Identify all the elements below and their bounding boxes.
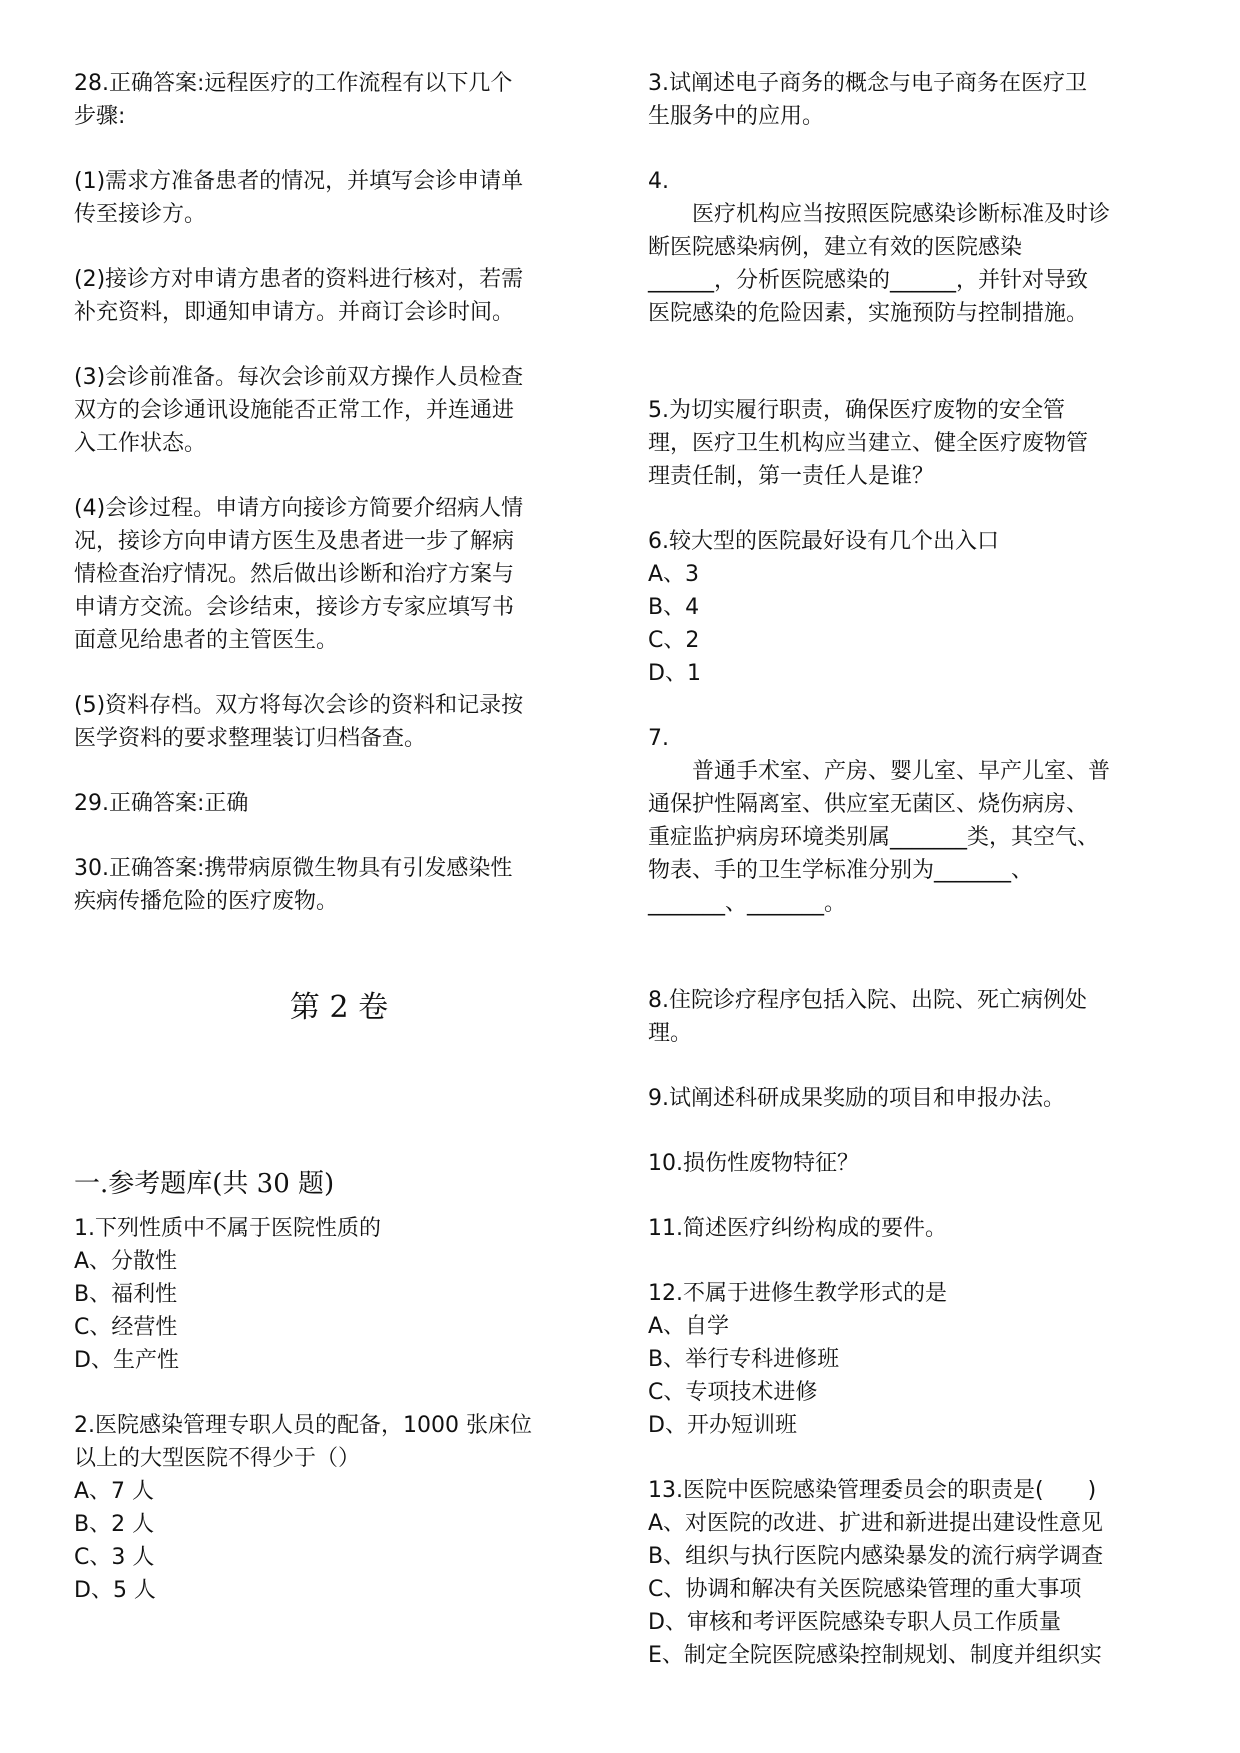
answer-28-step-4	[74, 492, 604, 657]
question-stem: 物表、手的卫生学标准分别为_______、	[648, 858, 1034, 883]
question-stem: 以上的大型医院不得少于（）	[74, 1446, 361, 1471]
text-line: (4)会诊过程。申请方向接诊方简要介绍病人情	[74, 496, 524, 521]
answer-28-step-2	[74, 263, 604, 329]
option-a: A、3	[648, 562, 700, 587]
text-line: 面意见给患者的主管医生。	[74, 628, 339, 653]
question-stem: 9.试阐述科研成果奖励的项目和申报办法。	[648, 1086, 1065, 1111]
answer-28-step-3	[74, 361, 604, 460]
question-stem: 12.不属于进修生教学形式的是	[648, 1281, 947, 1306]
question-stem: _______、_______。	[648, 891, 847, 916]
question-stem: 2.医院感染管理专职人员的配备，1000 张床位	[74, 1413, 532, 1438]
question-6	[648, 525, 1178, 690]
text-line: (2)接诊方对申请方患者的资料进行核对，若需	[74, 267, 524, 292]
answer-28-step-1	[74, 165, 604, 231]
question-9	[648, 1082, 1178, 1115]
question-stem: 理责任制，第一责任人是谁？	[648, 464, 935, 489]
question-stem: ______，分析医院感染的______，并针对导致	[648, 268, 1089, 293]
question-stem: 普通手术室、产房、婴儿室、早产儿室、普	[692, 759, 1111, 784]
text-line: 双方的会诊通讯设施能否正常工作，并连通进	[74, 398, 515, 423]
question-11	[648, 1212, 1178, 1245]
text-line: 申请方交流。会诊结束，接诊方专家应填写书	[74, 595, 515, 620]
text-line: 入工作状态。	[74, 431, 207, 456]
question-number: 4.	[648, 169, 669, 194]
question-stem: 6.较大型的医院最好设有几个出入口	[648, 529, 999, 554]
volume-title: 第 2 卷	[289, 990, 389, 1025]
answer-30	[74, 852, 604, 918]
answer-28	[74, 67, 604, 133]
text-line: 况，接诊方向申请方医生及患者进一步了解病	[74, 529, 515, 554]
question-2	[74, 1409, 604, 1607]
question-stem: 13.医院中医院感染管理委员会的职责是( )	[648, 1478, 1097, 1503]
text-line: 情检查治疗情况。然后做出诊断和治疗方案与	[74, 562, 515, 587]
option-c: C、3 人	[74, 1545, 155, 1570]
question-4	[648, 165, 1178, 330]
question-stem: 理。	[648, 1021, 693, 1046]
option-d: D、审核和考评医院感染专职人员工作质量	[648, 1610, 1061, 1635]
question-13	[648, 1474, 1178, 1672]
text-line: 补充资料，即通知申请方。并商订会诊时间。	[74, 300, 515, 325]
question-stem: 10.损伤性废物特征？	[648, 1151, 859, 1176]
question-12	[648, 1277, 1178, 1442]
text-line: (1)需求方准备患者的情况，并填写会诊申请单	[74, 169, 524, 194]
text-line: (3)会诊前准备。每次会诊前双方操作人员检查	[74, 365, 524, 390]
option-d: D、生产性	[74, 1348, 179, 1373]
text-line: 30.正确答案:携带病原微生物具有引发感染性	[74, 856, 513, 881]
section-title: 一.参考题库(共 30 题)	[74, 1169, 335, 1199]
option-c: C、专项技术进修	[648, 1380, 818, 1405]
option-d: D、5 人	[74, 1578, 156, 1603]
text-line: 疾病传播危险的医疗废物。	[74, 889, 339, 914]
text-line: 传至接诊方。	[74, 202, 207, 227]
question-stem: 8.住院诊疗程序包括入院、出院、死亡病例处	[648, 988, 1087, 1013]
text-line: 医学资料的要求整理装订归档备查。	[74, 726, 427, 751]
question-stem: 5.为切实履行职责，确保医疗废物的安全管	[648, 398, 1065, 423]
question-stem: 生服务中的应用。	[648, 104, 825, 129]
question-stem: 3.试阐述电子商务的概念与电子商务在医疗卫	[648, 71, 1087, 96]
option-a: A、分散性	[74, 1249, 178, 1274]
option-a: A、7 人	[74, 1479, 155, 1504]
question-stem: 11.简述医疗纠纷构成的要件。	[648, 1216, 947, 1241]
answer-29	[74, 787, 604, 820]
option-b: B、福利性	[74, 1282, 178, 1307]
text-line: (5)资料存档。双方将每次会诊的资料和记录按	[74, 693, 524, 718]
text-line: 28.正确答案:远程医疗的工作流程有以下几个	[74, 71, 513, 96]
question-stem: 1.下列性质中不属于医院性质的	[74, 1216, 381, 1241]
option-a: A、对医院的改进、扩进和新进提出建设性意见	[648, 1511, 1104, 1536]
question-number: 7.	[648, 726, 669, 751]
text-line: 29.正确答案:正确	[74, 791, 249, 816]
question-stem: 理，医疗卫生机构应当建立、健全医疗废物管	[648, 431, 1089, 456]
right-column	[648, 67, 1178, 1704]
answer-28-step-5	[74, 689, 604, 755]
question-stem: 重症监护病房环境类别属_______类，其空气、	[648, 825, 1100, 850]
option-b: B、举行专科进修班	[648, 1347, 840, 1372]
question-1	[74, 1212, 604, 1377]
left-column	[74, 67, 604, 1639]
option-d: D、开办短训班	[648, 1413, 797, 1438]
question-3	[648, 67, 1178, 133]
option-c: C、协调和解决有关医院感染管理的重大事项	[648, 1577, 1082, 1602]
option-b: B、4	[648, 595, 700, 620]
question-10	[648, 1147, 1178, 1180]
option-b: B、2 人	[74, 1512, 155, 1537]
question-stem: 医院感染的危险因素，实施预防与控制措施。	[648, 301, 1089, 326]
question-8	[648, 984, 1178, 1050]
question-stem: 断医院感染病例，建立有效的医院感染	[648, 235, 1023, 260]
question-5	[648, 394, 1178, 493]
question-7	[648, 722, 1178, 920]
option-d: D、1	[648, 661, 701, 686]
text-line: 步骤:	[74, 104, 126, 129]
option-c: C、经营性	[74, 1315, 178, 1340]
option-c: C、2	[648, 628, 700, 653]
option-b: B、组织与执行医院内感染暴发的流行病学调查	[648, 1544, 1104, 1569]
question-stem: 通保护性隔离室、供应室无菌区、烧伤病房、	[648, 792, 1089, 817]
option-a: A、自学	[648, 1314, 730, 1339]
option-e: E、制定全院医院感染控制规划、制度并组织实	[648, 1643, 1102, 1668]
question-stem: 医疗机构应当按照医院感染诊断标准及时诊	[692, 202, 1111, 227]
